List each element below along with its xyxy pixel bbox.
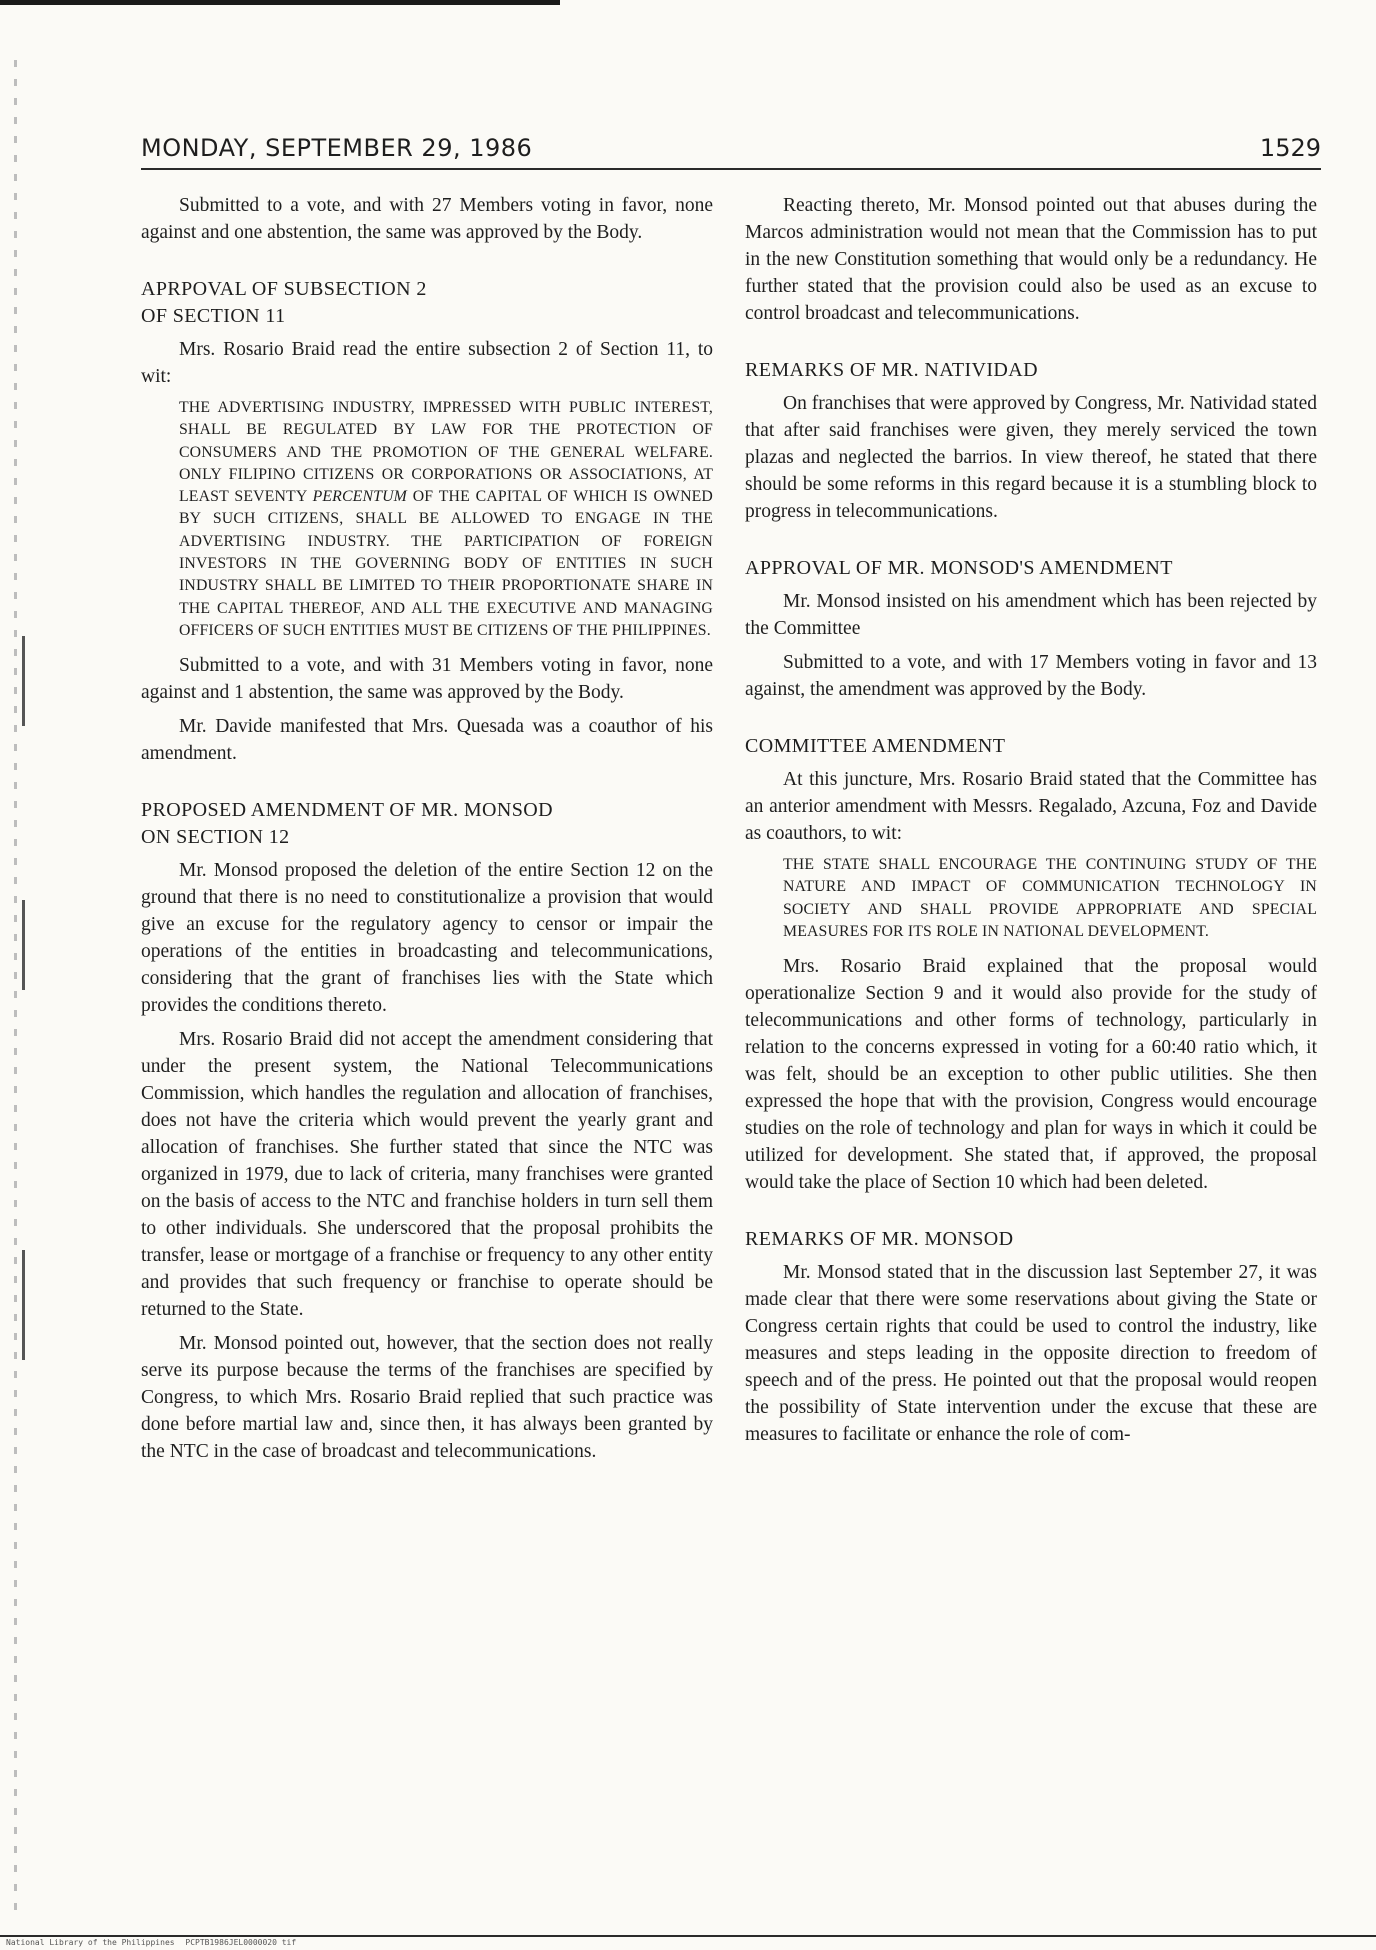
paragraph: On franchises that were approved by Congress, Mr. Natividad stated that after said franchises were given, they merely serviced the town plazas and neglected the barrios. In view thereof, he stated that there should be some reforms in this regard because it is a stumbling block to progress in telecommunications. (745, 393, 1317, 522)
heading-line: OF SECTION 11 (141, 305, 286, 327)
scan-margin-mark (22, 636, 25, 726)
paragraph: Mr. Monsod pointed out, however, that the section does not really serve its purpose because the terms of the franchises are specified by Congress, to which Mrs. Rosario Braid replied that such practice was done before martial law and, since then, it has always been granted by the NTC in the case of broadcast and telecommunications. (141, 1333, 713, 1463)
section-heading: COMMITTEE AMENDMENT (745, 735, 1006, 757)
section-heading (141, 276, 713, 330)
bottom-edge-rule (0, 1935, 1376, 1937)
paragraph: Mr. Monsod proposed the deletion of the entire Section 12 on the ground that there is no need to constitutionalize a provision that would give an excuse for the regulatory agency to censor or impair the operations of the entities in broadcasting and telecommunications, considering that the grant of franchises lies with the State which provides the conditions thereto. (141, 860, 713, 1017)
paragraph: Submitted to a vote, and with 27 Members voting in favor, none against and one abstention, the same was approved by the Body. (141, 195, 713, 243)
quote-text: THE ADVERTISING INDUSTRY, IMPRESSED WITH PUBLIC INTEREST, SHALL BE REGULATED BY LAW FOR THE PROTECTION OF CONSUMERS AND THE PROMOTION OF THE GENERAL WELFARE. ONLY FILIPINO CITIZENS OR CORPORATIONS OR ASSOCIATIONS, AT LEAST SEVENTY (179, 399, 713, 506)
scan-margin-mark (22, 1250, 25, 1360)
quoted-provision: THE STATE SHALL ENCOURAGE THE CONTINUING STUDY OF THE NATURE AND IMPACT OF COMMUNICATION TECHNOLOGY IN SOCIETY AND SHALL PROVIDE APPROPRIATE AND SPECIAL MEASURES FOR ITS ROLE IN NATIONAL DEVELOPMENT. (783, 856, 1317, 940)
quote-italic-term: PERCENTUM (312, 488, 407, 506)
right-column (745, 192, 1317, 1455)
paragraph: Mr. Monsod stated that in the discussion last September 27, it was made clear that there were some reservations about giving the State or Congress certain rights that could be used to control the industry, like measures and steps leading in the opposite direction to freedom of speech and of the press. He pointed out that the proposal would reopen the possibility of State intervention under the excuse that these are measures to facilitate or enhance the role of com- (745, 1262, 1317, 1446)
paragraph: Submitted to a vote, and with 17 Members voting in favor and 13 against, the amendment was approved by the Body. (745, 652, 1317, 700)
top-edge-rule (0, 0, 560, 5)
header-rule (141, 168, 1321, 170)
scan-footer (0, 1938, 1376, 1950)
paragraph: Reacting thereto, Mr. Monsod pointed out that abuses during the Marcos administration would not mean that the Commission has to put in the new Constitution something that would only be a redundancy. He further stated that the provision could also be used as an excuse to control broadcast and telecommunications. (745, 195, 1317, 324)
section-heading: REMARKS OF MR. MONSOD (745, 1228, 1014, 1251)
running-head-date: MONDAY, SEPTEMBER 29, 1986 (141, 134, 533, 162)
scan-left-edge (14, 60, 17, 1920)
quoted-provision (179, 397, 713, 642)
paragraph: Mrs. Rosario Braid explained that the proposal would operationalize Section 9 and it would also provide for the study of telecommunications and other forms of technology, particularly in relation to the concerns expressed in voting for a 60:40 ratio which, it was felt, should be an exception to other public utilities. She then expressed the hope that with the provision, Congress would encourage studies on the role of technology and plan for ways in which it could be utilized for development. She stated that, if approved, the proposal would take the place of Section 10 which had been deleted. (745, 956, 1317, 1194)
paragraph: At this juncture, Mrs. Rosario Braid stated that the Committee has an anterior amendment with Messrs. Regalado, Azcuna, Foz and Davide as coauthors, to wit: (745, 769, 1317, 844)
footer-source: National Library of the Philippines (6, 1938, 175, 1947)
quote-text: OF THE CAPITAL OF WHICH IS OWNED BY SUCH CITIZENS, SHALL BE ALLOWED TO ENGAGE IN THE ADVERTISING INDUSTRY. THE PARTICIPATION OF FOREIGN INVESTORS IN THE GOVERNING BODY OF ENTITIES IN SUCH INDUSTRY SHALL BE LIMITED TO THEIR PROPORTIONATE SHARE IN THE CAPITAL THEREOF, AND ALL THE EXECUTIVE AND MANAGING OFFICERS OF SUCH ENTITIES MUST BE CITIZENS OF THE PHILIPPINES. (179, 488, 713, 639)
paragraph: Mrs. Rosario Braid read the entire subsection 2 of Section 11, to wit: (141, 339, 713, 387)
heading-line: ON SECTION 12 (141, 826, 290, 849)
paragraph: Mr. Monsod insisted on his amendment which has been rejected by the Committee (745, 591, 1317, 639)
heading-line: APRPOVAL OF SUBSECTION 2 (141, 278, 427, 300)
left-column (141, 192, 713, 1472)
page-header (141, 134, 1321, 166)
paragraph: Submitted to a vote, and with 31 Members voting in favor, none against and 1 abstention, the same was approved by the Body. (141, 655, 713, 704)
heading-line: PROPOSED AMENDMENT OF MR. MONSOD (141, 799, 553, 822)
page-number: 1529 (1259, 134, 1321, 162)
section-heading: REMARKS OF MR. NATIVIDAD (745, 359, 1038, 381)
paragraph: Mrs. Rosario Braid did not accept the amendment considering that under the present system, the National Telecommunications Commission, which handles the regulation and allocation of franchises, does not have the criteria which would prevent the yearly grant and allocation of franchises. She further stated that since the NTC was organized in 1979, due to lack of criteria, many franchises were granted on the basis of access to the NTC and franchise holders in turn sell them to other individuals. She underscored that the proposal prohibits the transfer, lease or mortgage of a franchise or frequency to any other entity and provides that such frequency or franchise to operate should be returned to the State. (141, 1029, 713, 1321)
footer-file-id: PCPTB1986JEL0000020 tif (185, 1938, 297, 1947)
section-heading: APPROVAL OF MR. MONSOD'S AMENDMENT (745, 557, 1173, 579)
paragraph: Mr. Davide manifested that Mrs. Quesada was a coauthor of his amendment. (141, 716, 713, 765)
section-heading (141, 797, 713, 851)
scan-margin-mark (22, 900, 25, 990)
